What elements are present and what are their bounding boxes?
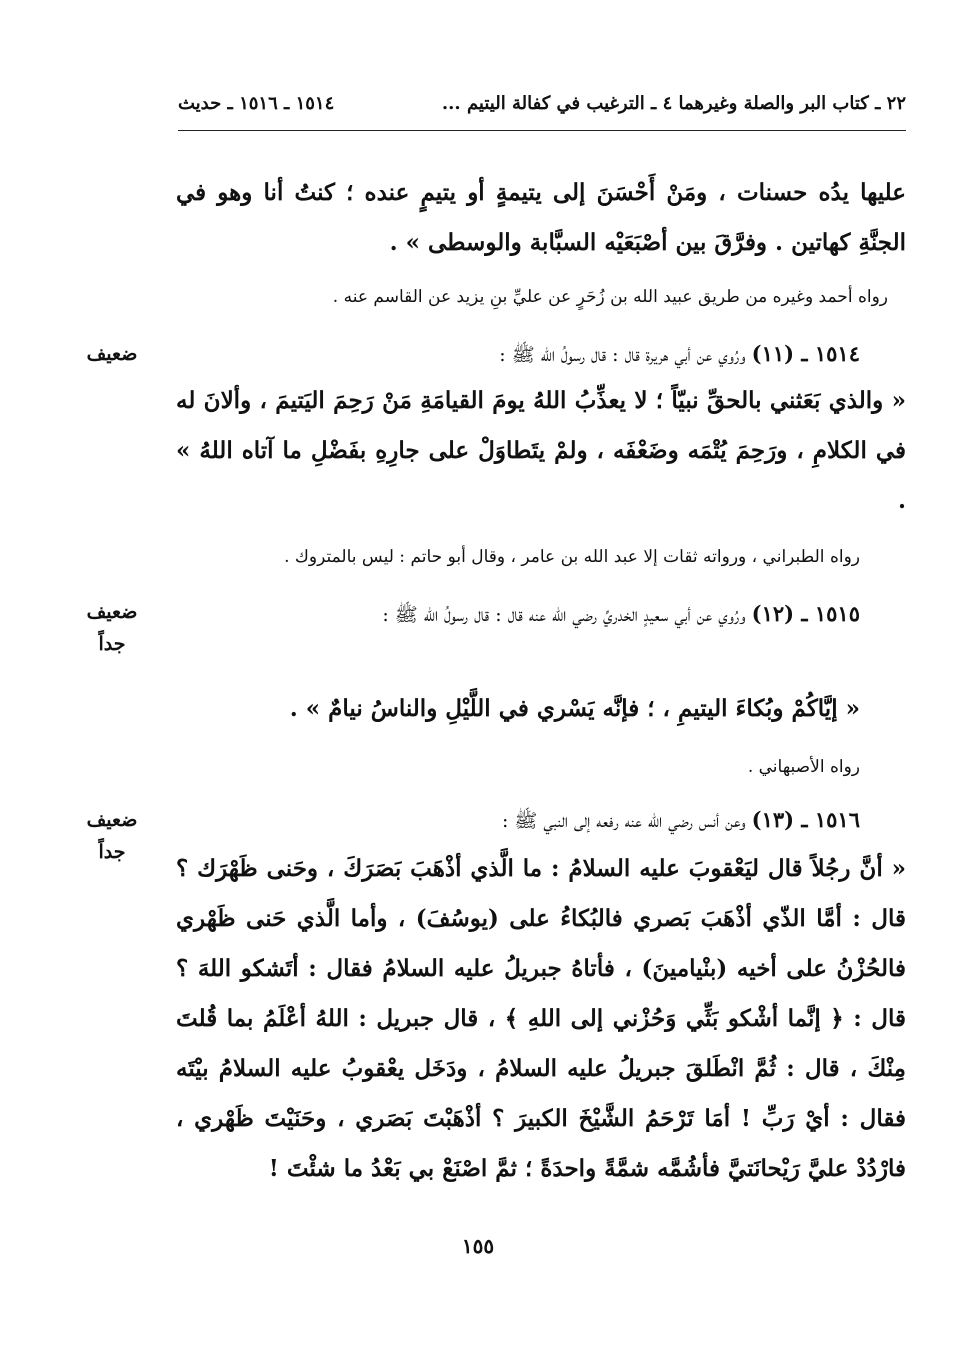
hadith-1515-heading xyxy=(176,594,860,635)
hadith-1516-number: ١٥١٦ ـ (١٣) xyxy=(751,807,860,832)
hadith-1515-source: رواه الأصبهاني . xyxy=(747,757,860,777)
hadith-1515-number: ١٥١٥ ـ (١٢) xyxy=(751,601,860,626)
hadith-1514-intro: ورُوي عن أبي هريرة قال : قال رسولُ الله ﷺ : xyxy=(499,344,746,366)
hadith-1515-grade: ضعيف جداً xyxy=(86,601,138,655)
hadith-1515-intro: ورُوي عن أبي سعيدٍ الخدريِّ رضي الله عنه قال : قال رسولُ الله ﷺ : xyxy=(382,604,746,626)
hadith-1514-grade: ضعيف xyxy=(86,343,138,365)
header-divider xyxy=(178,130,906,131)
hadith-1516-text: « أنَّ رجُلاً قال ليَعْقوبَ عليه السلامُ : ما الَّذي أذْهَبَ بَصَرَكَ ، وحَنى ظَهْرَك ؟ قال : أمَّا الذّي أذْهَبَ بَصري فالبُكاءُ على (يوسُفَ) ، وأما الَّذي حَنى ظَهْري فالحُزْنُ على أخيه (بنْيامينَ) ، فأتاهُ جبريلُ عليه السلامُ فقال : أتَشكو اللهَ ؟ قال : ﴿ إنَّما أشْكو بَثِّي وَحُزْني إلى اللهِ ﴾ ، قال جبريل : اللهُ أعْلَمُ بما قُلتَ مِنْكَ ، قال : ثُمَّ انْطَلقَ جبريلُ عليه السلامُ ، ودَخَل يعْقوبُ عليه السلامُ بيْتَه فقال : أيْ رَبِّ ! أمَا تَرْحَمُ الشَّيْخَ الكبيرَ ؟ أذْهَبْتَ بَصَري ، وحَنَيْتَ ظَهْري ، فارْدُدْ عليَّ رَيْحانَتيَّ فأشُمَّه شمَّةً واحدَةً ؛ ثمَّ اصْنَعْ بي بَعْدُ ما شئْتَ ! xyxy=(176,855,906,1182)
hadith-1516-grade: ضعيف جداً xyxy=(86,809,138,863)
hadith-1514-text: « والذي بَعَثني بالحقِّ نبيّاً ؛ لا يعذِّبُ اللهُ يومَ القيامَةِ مَنْ رَحِمَ اليَتيمَ ، وألانَ له في الكلامِ ، ورَحِمَ يُتْمَه وضَعْفَه ، ولمْ يتَطاوَلْ على جارِهِ بفَضْلِ ما آتاه اللهُ » . xyxy=(176,387,906,514)
hadith-1516-intro: وعن أنس رضي الله عنه رفعه إلى النبي ﷺ : xyxy=(501,810,746,832)
running-head-range: ١٥١٤ ـ ١٥١٦ ـ حديث xyxy=(178,92,335,114)
running-head xyxy=(178,86,906,120)
hadith-1514-heading xyxy=(176,334,860,375)
continuation-source: رواه أحمد وغيره من طريق عبيد الله بن زُحَرٍ عن عليِّ بنِ يزيد عن القاسم عنه . xyxy=(332,287,888,307)
page-number: ١٥٥ xyxy=(461,1234,495,1258)
hadith-1515-text: « إيَّاكُمْ وبُكاءَ اليتيمِ ، ؛ فإنَّه يَسْري في اللَّيْلِ والناسُ نيامٌ » . xyxy=(289,695,860,722)
running-head-chapter: ٢٢ ـ كتاب البر والصلة وغيرهما ٤ ـ الترغيب في كفالة اليتيم ... xyxy=(441,92,906,114)
hadith-1516-heading xyxy=(176,800,860,841)
hadith-1514-number: ١٥١٤ ـ (١١) xyxy=(751,341,860,366)
continuation-text: عليها يدُه حسنات ، ومَنْ أَحْسَنَ إلى يتيمةٍ أو يتيمٍ عنده ؛ كنتُ أنا وهو في الجنَّةِ كهاتين . وفرَّقَ بين أصْبَعَيْه السبَّابة والوسطى » . xyxy=(176,179,906,256)
hadith-1514-source: رواه الطبراني ، ورواته ثقات إلا عبد الله بن عامر ، وقال أبو حاتم : ليس بالمتروك . xyxy=(284,547,860,567)
